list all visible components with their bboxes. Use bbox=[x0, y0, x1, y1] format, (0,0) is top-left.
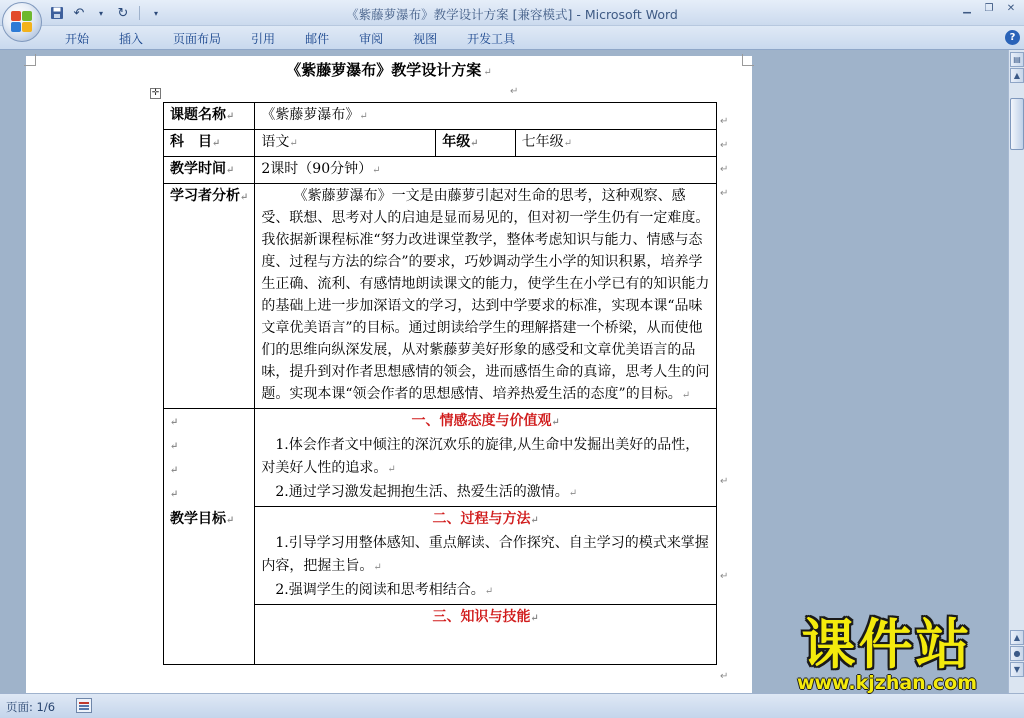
select-browse-object-icon[interactable]: ● bbox=[1010, 646, 1024, 661]
goal-section-3[interactable] bbox=[255, 605, 717, 665]
course-name-value[interactable]: 《紫藤萝瀑布》↵ bbox=[255, 103, 717, 130]
learner-analysis-text[interactable]: 《紫藤萝瀑布》一文是由藤萝引起对生命的思考，这种观察、感受、联想、思考对人的启迪是显而易见的，但对初一学生仍有一定难度。我依据新课程标准“努力改进课堂教学，整体考虑知识与能力、情感与态度、过程与方法的综合”的要求，巧妙调动学生小学的知识积累，培养学生正确、流利、有感情地朗读课文的能力，使学生在小学已有的知识能力的基础上进一步加深语文的学习，达到中学要求的标准，实现本课“品味文章优美语言”的目标。通过朗读给学生的理解搭建一个桥梁，从而使他们的思维向纵深发展，从对紫藤萝美好形象的感受和文章优美语言的品味，提升到对作者思想感情的领会，进而感悟生命的真谛，思考人生的问题。实现本课“领会作者的思想感情、培养热爱生活的态度”的目标。↵ bbox=[255, 184, 717, 409]
goal-section-2[interactable] bbox=[255, 507, 717, 605]
tab-review[interactable]: 审阅 bbox=[359, 32, 384, 46]
goal-item: 2.强调学生的阅读和思考相结合。↵ bbox=[275, 582, 494, 598]
document-page[interactable] bbox=[26, 56, 752, 693]
goal-heading-1: 一、情感态度与价值观↵ bbox=[411, 413, 560, 429]
goal-item: 2.通过学习激发起拥抱生活、热爱生活的激情。↵ bbox=[275, 484, 578, 500]
table-row bbox=[164, 409, 717, 507]
table-move-handle-icon[interactable]: ✛ bbox=[151, 88, 160, 98]
ruler-toggle-icon[interactable]: ▤ bbox=[1010, 52, 1024, 67]
vertical-scrollbar[interactable] bbox=[1008, 50, 1024, 693]
subject-label: 科 目↵ bbox=[164, 130, 255, 157]
tab-view[interactable]: 视图 bbox=[413, 32, 438, 46]
help-icon[interactable]: ? bbox=[1005, 30, 1020, 45]
goal-section-1[interactable] bbox=[255, 409, 717, 507]
row-end-mark: ↵ bbox=[720, 140, 729, 151]
proofing-status-icon[interactable] bbox=[76, 698, 92, 713]
title-bar bbox=[0, 0, 1024, 26]
undo-icon[interactable]: ↶ bbox=[73, 5, 85, 21]
office-logo-icon bbox=[11, 11, 33, 33]
minimize-icon[interactable]: ▁ bbox=[963, 3, 971, 14]
scroll-thumb[interactable] bbox=[1010, 98, 1024, 150]
teaching-goals-label: ↵ ↵ ↵ ↵ 教学目标↵ bbox=[164, 409, 255, 665]
teaching-time-label: 教学时间↵ bbox=[164, 157, 255, 184]
status-bar bbox=[0, 693, 1024, 718]
row-end-mark: ↵ bbox=[720, 671, 729, 682]
customize-qat-icon[interactable]: ▾ bbox=[153, 8, 158, 18]
window-controls bbox=[960, 2, 1018, 16]
watermark-main-text: 课件站 bbox=[801, 613, 973, 676]
paragraph-mark: ↵ bbox=[483, 67, 492, 78]
paragraph-mark: ↵ bbox=[170, 489, 179, 500]
row-end-mark: ↵ bbox=[720, 571, 729, 582]
page-count-status[interactable]: 页面: 1/6 bbox=[6, 700, 56, 714]
grade-label: 年级↵ bbox=[436, 130, 515, 157]
tab-insert[interactable]: 插入 bbox=[119, 32, 144, 46]
row-end-mark: ↵ bbox=[720, 116, 729, 127]
ribbon-tabs bbox=[50, 30, 530, 48]
document-area bbox=[0, 50, 1008, 693]
subject-value[interactable]: 语文↵ bbox=[255, 130, 436, 157]
course-name-label: 课题名称↵ bbox=[164, 103, 255, 130]
next-page-icon[interactable]: ▼ bbox=[1010, 662, 1024, 677]
previous-page-icon[interactable]: ▲ bbox=[1010, 630, 1024, 645]
tab-mailings[interactable]: 邮件 bbox=[305, 32, 330, 46]
paragraph-mark: ↵ bbox=[170, 441, 179, 452]
tab-references[interactable]: 引用 bbox=[251, 32, 276, 46]
learner-analysis-label: 学习者分析↵ bbox=[164, 184, 255, 409]
goal-heading-2: 二、过程与方法↵ bbox=[432, 511, 539, 527]
paragraph-mark: ↵ bbox=[170, 465, 179, 476]
office-button[interactable] bbox=[2, 2, 42, 42]
grade-value[interactable]: 七年级↵ bbox=[515, 130, 716, 157]
goal-item: 1.引导学习用整体感知、重点解读、合作探究、自主学习的模式来掌握内容，把握主旨。↵ bbox=[261, 535, 709, 574]
paragraph-mark: ↵ bbox=[510, 86, 519, 97]
document-title-text: 《紫藤萝瀑布》教学设计方案 bbox=[286, 61, 482, 79]
restore-icon[interactable]: ❐ bbox=[984, 3, 994, 14]
table-row bbox=[164, 130, 717, 157]
goal-heading-3: 三、知识与技能↵ bbox=[432, 609, 539, 625]
tab-page-layout[interactable]: 页面布局 bbox=[173, 32, 222, 46]
tab-home[interactable]: 开始 bbox=[65, 32, 90, 46]
undo-dropdown-icon[interactable]: ▾ bbox=[98, 8, 103, 18]
tab-developer[interactable]: 开发工具 bbox=[467, 32, 516, 46]
lesson-plan-table bbox=[163, 102, 717, 665]
teaching-time-value[interactable]: 2课时（90分钟）↵ bbox=[255, 157, 717, 184]
table-row bbox=[164, 157, 717, 184]
document-title bbox=[26, 59, 752, 80]
table-row bbox=[164, 184, 717, 409]
close-icon[interactable]: ✕ bbox=[1006, 3, 1016, 14]
window-title: 《紫藤萝瀑布》教学设计方案 [兼容模式] - Microsoft Word bbox=[346, 7, 678, 22]
row-end-mark: ↵ bbox=[720, 476, 729, 487]
row-end-mark: ↵ bbox=[720, 164, 729, 175]
watermark-url-text: www.kjzhan.com bbox=[796, 672, 978, 694]
table-row bbox=[164, 103, 717, 130]
row-end-mark: ↵ bbox=[720, 188, 729, 199]
goal-item: 1.体会作者文中倾注的深沉欢乐的旋律,从生命中发掘出美好的品性，对美好人性的追求。↵ bbox=[261, 437, 700, 476]
scroll-up-icon[interactable]: ▲ bbox=[1010, 68, 1024, 83]
redo-icon[interactable]: ↻ bbox=[117, 5, 129, 21]
ribbon bbox=[0, 26, 1024, 50]
paragraph-mark: ↵ bbox=[170, 417, 179, 428]
kjzhan-watermark-logo bbox=[772, 613, 1002, 694]
